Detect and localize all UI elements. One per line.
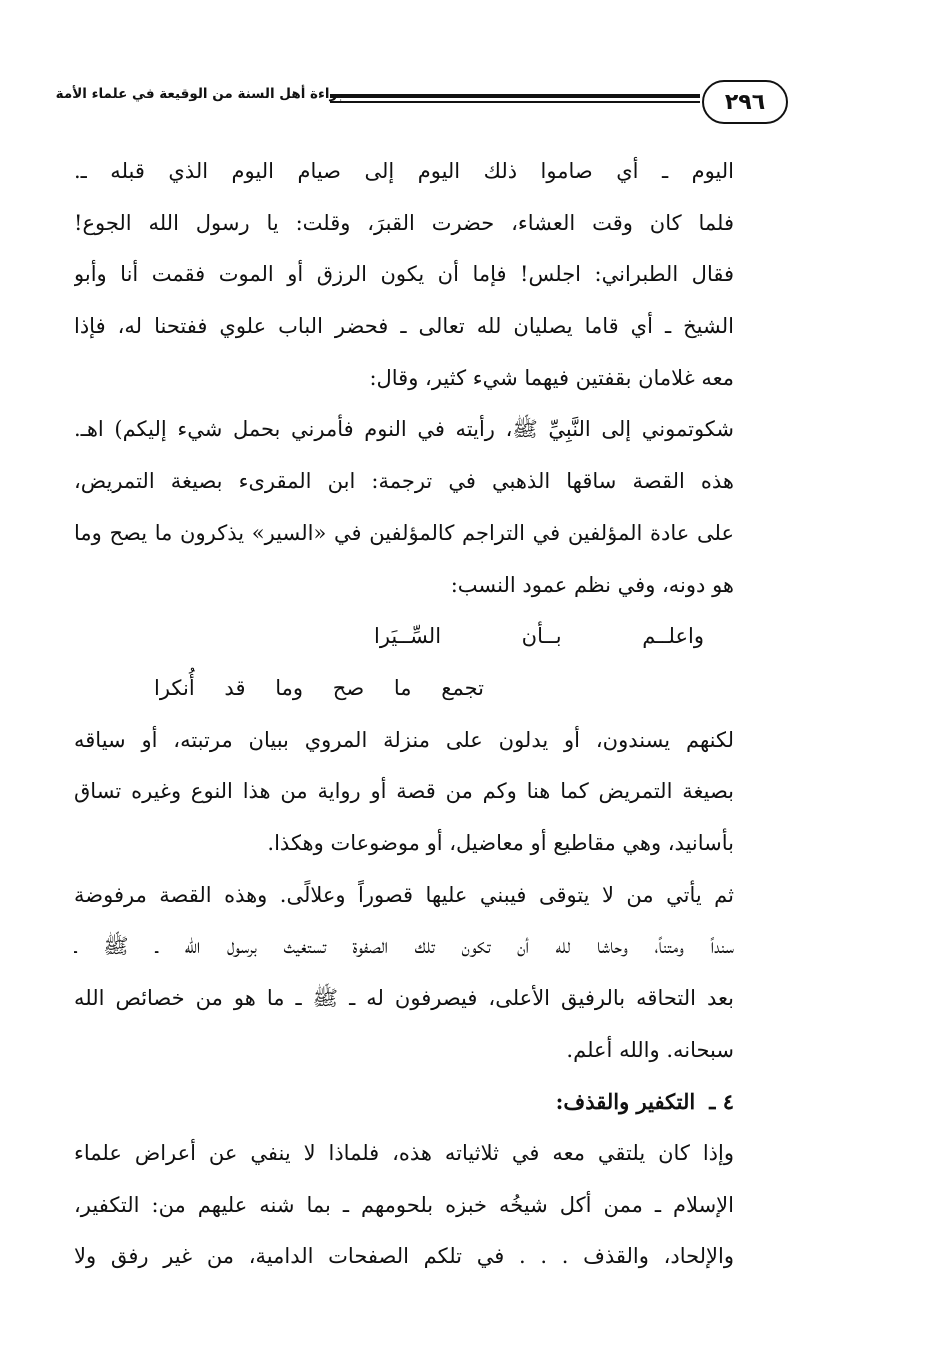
section-number: ٤ ـ xyxy=(709,1089,734,1115)
text-line: الشيخ ـ أي قاما يصليان لله تعالى ـ فحضر الباب علوي ففتحنا له، فإذا xyxy=(74,314,734,339)
verse-line-1 xyxy=(74,611,734,663)
text-line: لكنهم يسندون، أو يدلون على منزلة المروي ببيان مرتبته، أو سياقه xyxy=(74,727,734,752)
text-line: ثم يأتي من لا يتوقى فيبني عليها قصوراً وعلالًى. وهذه القصة مرفوضة xyxy=(74,882,734,907)
text-line: شكوتموني إلى النَّبِيِّ ﷺ، رأيته في النوم فأمرني بحمل شيء إليكم) اهـ. xyxy=(74,417,734,442)
text-line: والإلحاد، والقذف . . . في تلكم الصفحات الدامية، من غير رفق ولا xyxy=(74,1244,734,1269)
header-rule xyxy=(330,94,700,106)
text-line: الإسلام ـ ممن أكل شيخُه خبزه بلحومهم ـ بما شنه عليهم من: التكفير، xyxy=(74,1192,734,1217)
verse-text: واعلــم بــأن السِّــيَرا xyxy=(374,624,704,649)
section-heading xyxy=(74,1076,734,1128)
text-line: سنداً ومتناً، وحاشا لله أن تكون تلك الصفوة تستغيث برسول الله ـ ﷺ ـ xyxy=(74,934,734,959)
verse-line-2 xyxy=(74,663,734,715)
section-title: التكفير والقذف: xyxy=(555,1089,696,1115)
page-body xyxy=(74,146,734,1283)
text-line: وإذا كان يلتقي معه في ثلاثياته هذه، فلماذا لا ينفي عن أعراض علماء xyxy=(74,1141,734,1166)
verse-text: تجمع ما صح وما قد أُنكرا xyxy=(154,675,484,700)
text-line: على عادة المؤلفين في التراجم كالمؤلفين في «السير» يذكرون ما يصح وما xyxy=(74,520,734,545)
text-line: فلما كان وقت العشاء، حضرت القبرَ، وقلت: يا رسول الله الجوع! xyxy=(74,210,734,235)
running-title: براءة أهل السنة من الوقيعة في علماء الأمة xyxy=(55,86,343,102)
page-header xyxy=(55,80,788,130)
text-line: اليوم ـ أي صاموا ذلك اليوم إلى صيام اليوم الذي قبله ـ. xyxy=(74,159,734,183)
text-line: بعد التحاقه بالرفيق الأعلى، فيصرفون له ـ ﷺ ـ ما هو من خصائص الله xyxy=(74,986,734,1010)
text-line: سبحانه. والله أعلم. xyxy=(566,1037,734,1062)
text-line: هو دونه، وفي نظم عمود النسب: xyxy=(450,572,734,597)
text-line: بأسانيد، وهي مقاطيع أو معاضيل، أو موضوعات وهكذا. xyxy=(267,830,734,855)
page-number: ٢٩٦ xyxy=(702,80,788,124)
text-line: معه غلامان بقفتين فيهما شيء كثير، وقال: xyxy=(369,365,734,390)
text-line: هذه القصة ساقها الذهبي في ترجمة: ابن المقرىء بصيغة التمريض، xyxy=(74,469,734,494)
text-line: فقال الطبراني: اجلس! فإما أن يكون الرزق أو الموت فقمت أنا وأبو xyxy=(74,262,734,287)
text-line: بصيغة التمريض كما هنا وكم من قصة أو رواية من هذا النوع وغيره تساق xyxy=(74,779,734,804)
